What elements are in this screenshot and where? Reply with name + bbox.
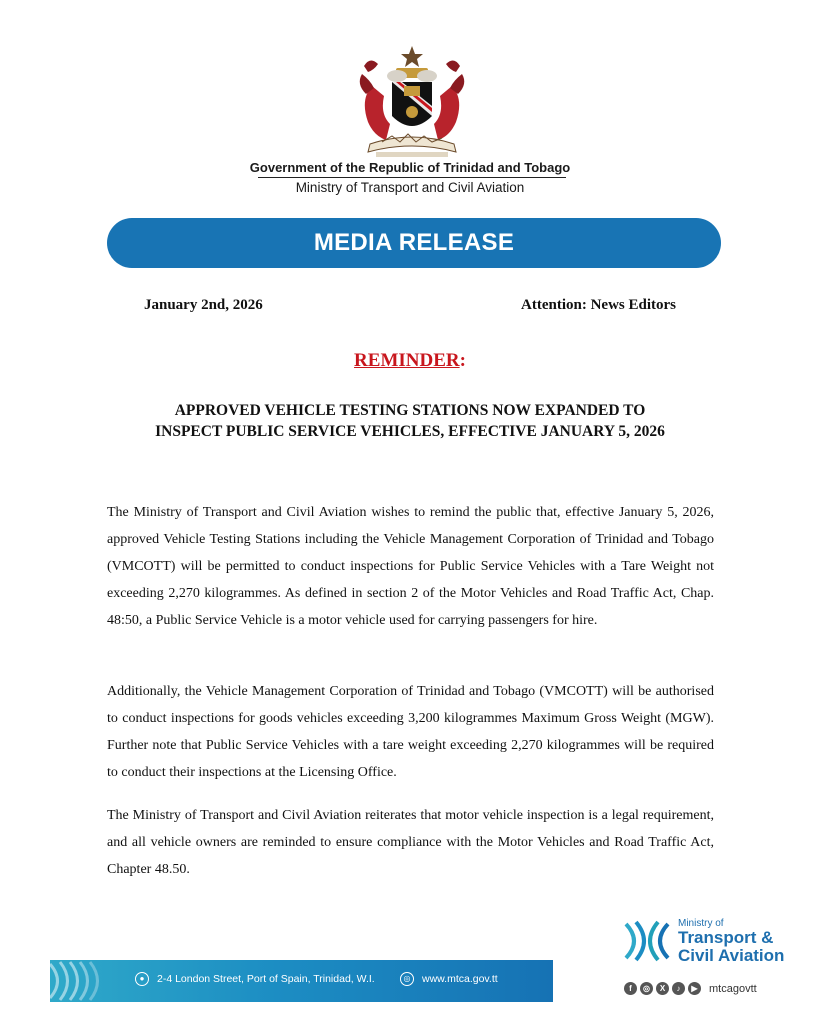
website-text[interactable]: www.mtca.gov.tt bbox=[422, 973, 498, 985]
mtca-logo-icon bbox=[622, 916, 672, 966]
body-paragraph-2: Additionally, the Vehicle Management Corporation of Trinidad and Tobago (VMCOTT) will be authorised to conduct inspections for goods vehicles exceeding 3,200 kilogrammes Maximum Gross Weight (MGW). Further note that Public Service Vehicles with a tare weight exceeding 2,270 kilogrammes will be required to conduct their inspections at the Licensing Office. bbox=[107, 684, 714, 780]
footer-address bbox=[135, 972, 375, 986]
youtube-icon[interactable]: ▶ bbox=[688, 982, 701, 995]
media-release-banner bbox=[107, 218, 721, 268]
footer-pattern-graphic bbox=[50, 958, 110, 1004]
government-title: Government of the Republic of Trinidad and Tobago bbox=[249, 160, 571, 175]
body-paragraph-1: The Ministry of Transport and Civil Aviation wishes to remind the public that, effective January 5, 2026, approved Vehicle Testing Stations including the Vehicle Management Corporation of Trinidad and Tobago (VMCOTT) will be permitted to conduct inspections for Public Service Vehicles with a Tare Weight not exceeding 2,270 kilogrammes. As defined in section 2 of the Motor Vehicles and Road Traffic Act, Chap. 48:50, a Public Service Vehicle is a motor vehicle used for carrying passengers for hire. bbox=[107, 505, 714, 628]
location-pin-icon: ● bbox=[135, 972, 149, 986]
logo-line-2: Civil Aviation bbox=[678, 946, 785, 965]
instagram-icon[interactable]: ◎ bbox=[640, 982, 653, 995]
release-date: January 2nd, 2026 bbox=[144, 297, 263, 313]
globe-icon: ◎ bbox=[400, 972, 414, 986]
logo-line-1: Transport & bbox=[678, 928, 774, 947]
media-release-label: MEDIA RELEASE bbox=[313, 229, 515, 256]
x-icon[interactable]: X bbox=[656, 982, 669, 995]
reminder-heading bbox=[0, 350, 820, 372]
tiktok-icon[interactable]: ♪ bbox=[672, 982, 685, 995]
body-paragraph-3: The Ministry of Transport and Civil Aviation reiterates that motor vehicle inspection is a legal requirement, and all vehicle owners are reminded to ensure compliance with the Motor Vehicles and Road Traffic Act, Chapter 48.50. bbox=[107, 808, 714, 877]
footer-website[interactable] bbox=[400, 972, 498, 986]
headline-line-1: APPROVED VEHICLE TESTING STATIONS NOW EXPANDED TO bbox=[174, 402, 646, 419]
facebook-icon[interactable]: f bbox=[624, 982, 637, 995]
logo-small-text: Ministry of bbox=[678, 918, 724, 929]
social-links bbox=[624, 982, 757, 995]
header-divider bbox=[258, 177, 566, 178]
reminder-colon: : bbox=[459, 350, 466, 371]
ministry-subtitle: Ministry of Transport and Civil Aviation bbox=[295, 180, 525, 195]
logo-title bbox=[678, 929, 784, 965]
reminder-word: REMINDER bbox=[354, 350, 460, 371]
coat-of-arms-emblem bbox=[352, 44, 472, 162]
attention-line: Attention: News Editors bbox=[521, 297, 676, 313]
headline bbox=[100, 400, 720, 442]
headline-line-2: INSPECT PUBLIC SERVICE VEHICLES, EFFECTIVE JANUARY 5, 2026 bbox=[155, 423, 665, 440]
social-handle: mtcagovtt bbox=[709, 982, 757, 995]
address-text: 2-4 London Street, Port of Spain, Trinidad, W.I. bbox=[157, 973, 375, 985]
